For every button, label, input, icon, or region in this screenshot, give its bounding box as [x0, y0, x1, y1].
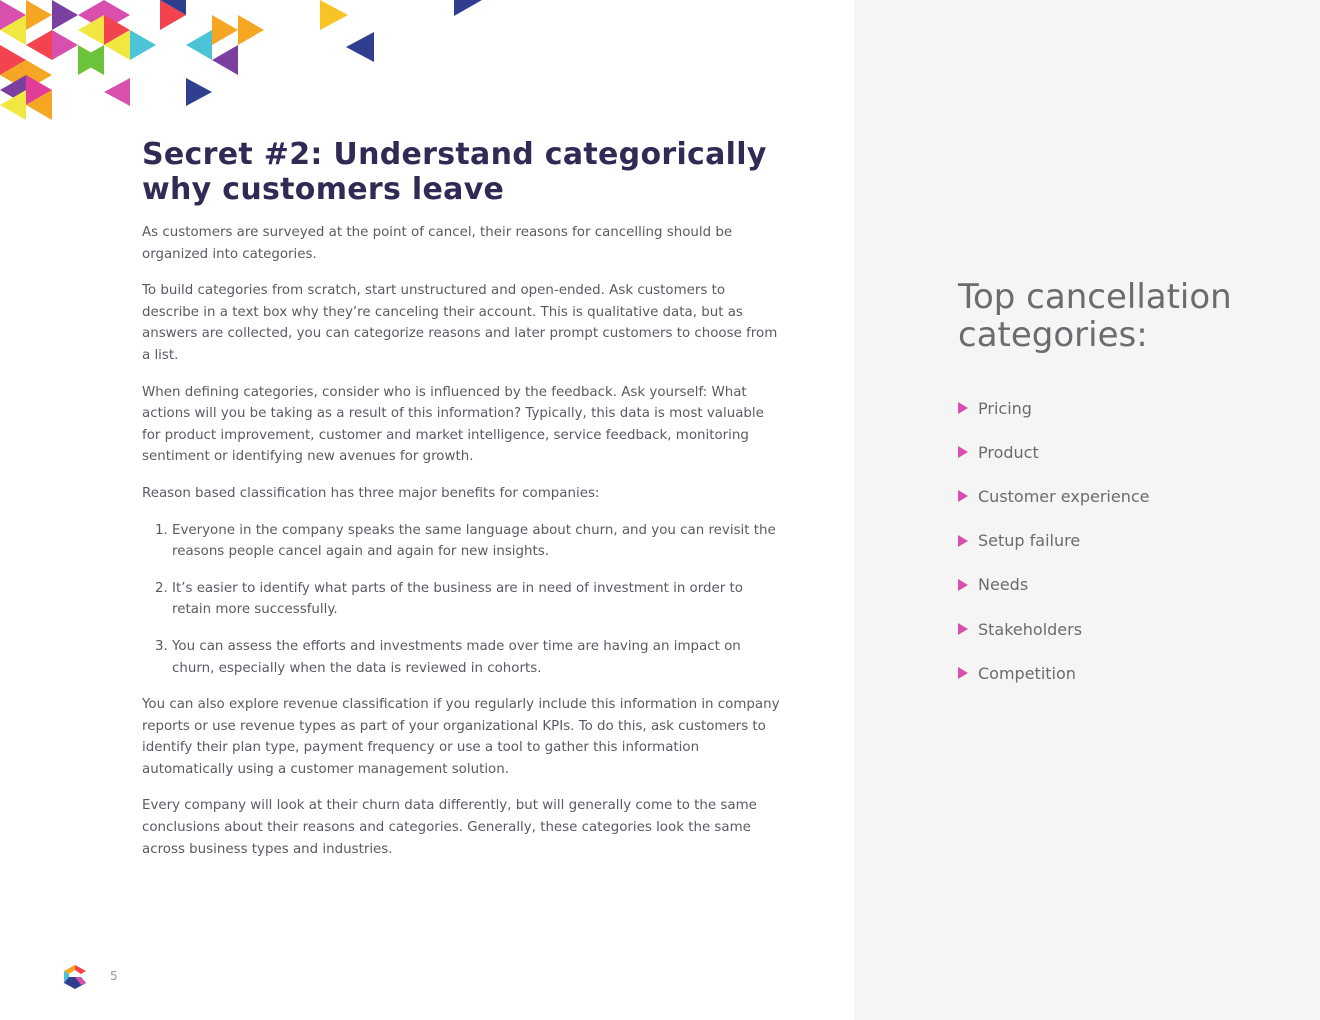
- sidebar-panel: [854, 0, 1320, 1020]
- category-label: Needs: [978, 575, 1029, 595]
- sidebar-title: Top cancellation categories:: [958, 277, 1232, 355]
- category-label: Product: [978, 442, 1039, 462]
- paragraph: Reason based classification has three major benefits for companies:: [142, 485, 600, 501]
- category-label: Setup failure: [978, 531, 1081, 551]
- paragraph: You can also explore revenue classification if you regularly include this information in company reports or use revenue types as part of your organizational KPIs. To do this, ask customers to identify their plan type, payment frequency or use a tool to gather this information automatically using a customer management solution.: [142, 697, 780, 777]
- list-item: 1. Everyone in the company speaks the same language about churn, and you can revisit the reasons people cancel again and again for new insights.: [172, 520, 782, 563]
- paragraph: Every company will look at their churn data differently, but will generally come to the same conclusions about their reasons and categories. Generally, these categories look the same across business types and industries.: [142, 798, 757, 857]
- category-label: Pricing: [978, 398, 1032, 418]
- category-list: [958, 386, 1149, 695]
- category-label: Competition: [978, 663, 1076, 683]
- paragraph: As customers are surveyed at the point of cancel, their reasons for cancelling should be organized into categories.: [142, 225, 733, 262]
- triangle-bullet-icon: [958, 623, 968, 635]
- triangle-pattern-decoration: [0, 0, 500, 130]
- page-title: Secret #2: Understand categorically why customers leave: [142, 137, 767, 207]
- triangle-bullet-icon: [958, 490, 968, 502]
- category-label: Customer experience: [978, 486, 1150, 506]
- article-body: [142, 222, 782, 875]
- list-item: 3. You can assess the efforts and investments made over time are having an impact on churn, especially when the data is reviewed in cohorts.: [172, 636, 782, 679]
- list-item: [958, 519, 1149, 563]
- list-item: [958, 430, 1149, 474]
- list-item: [958, 474, 1149, 518]
- list-item: [958, 386, 1149, 430]
- triangle-bullet-icon: [958, 535, 968, 547]
- paragraph: To build categories from scratch, start unstructured and open-ended. Ask customers to describe in a text box why they’re canceling their account. This is qualitative data, but as answers are collected, you can categorize reasons and later prompt customers to choose from a list.: [142, 283, 778, 363]
- category-label: Stakeholders: [978, 619, 1083, 639]
- benefits-list: [142, 520, 782, 680]
- triangle-bullet-icon: [958, 446, 968, 458]
- brand-logo-icon: [62, 964, 88, 990]
- triangle-bullet-icon: [958, 579, 968, 591]
- list-item: [958, 607, 1149, 651]
- triangle-bullet-icon: [958, 402, 968, 414]
- triangle-bullet-icon: [958, 667, 968, 679]
- page-number: 5: [110, 969, 118, 983]
- paragraph: When defining categories, consider who is influenced by the feedback. Ask yourself: What actions will you be taking as a result of this information? Typically, this data is most valuable for product improvement, customer and market intelligence, service feedback, monitoring sentiment or identifying new avenues for growth.: [142, 384, 764, 465]
- list-item: [958, 651, 1149, 695]
- list-item: 2. It’s easier to identify what parts of the business are in need of investment in order to retain more successfully.: [172, 578, 782, 621]
- list-item: [958, 563, 1149, 607]
